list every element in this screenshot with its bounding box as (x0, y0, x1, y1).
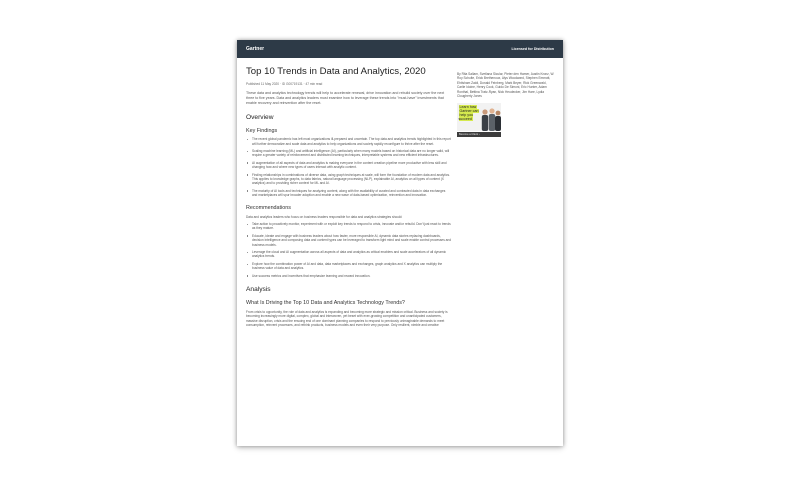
recommendations-heading: Recommendations (246, 204, 291, 211)
promo-line-3: help you succeed (458, 112, 474, 121)
key-findings-list (246, 137, 451, 197)
authors-list[interactable]: By Rita Sallam, Svetlana Sicular, Pieter den Hamer, Austin Kronz, W. Roy Schulte, Erick Brethenoux, Alys Woodward, Stephen Emmott, Ehtisham Zaidi, Donald Feinberg, Mark Beyer, Rick Greenwald, Carlie Idoine, Henry Cook, Guido De Simoni, Eric Hunter, Adam Ronthal, Bettina Tratz-Ryan, Nick Heudecker, Jim Hare, Lydia Clougherty Jones (457, 72, 555, 99)
license-label: Licensed for Distribution (511, 47, 554, 51)
key-findings-heading: Key Findings (246, 128, 278, 135)
recommendations-list (246, 222, 451, 278)
publication-meta: Published 11 May 2020 · ID G00719131 · 47 min read (246, 81, 323, 86)
analysis-heading: Analysis (246, 286, 271, 294)
recommendations-intro: Data and analytics leaders who focus on business leaders responsible for data and analytics strategies should: (246, 214, 403, 219)
list-item: Use success metrics and incentives that emphasize learning and reward innovation. (246, 274, 451, 278)
analysis-body: From crisis to opportunity, the role of data and analytics is expanding and becoming more strategic and mission critical. Business and society is becoming increasingly more digital, complex, global and interwoven, yet beset with ever-growing competition and unanticipated customers, massive disruption, crisis and the ensuing end of one dominant planning companies to respond to previously unimaginable demands to meet consumption, reinvent processes, and rethink products, business models and even their very purpose. Only resilient, nimble and creative (246, 310, 448, 328)
sidebar (457, 72, 555, 137)
promo-line-1: Learn how (459, 104, 477, 109)
overview-heading: Overview (246, 114, 274, 122)
document-header-bar (237, 40, 563, 58)
list-item: AI augmentation of all aspects of data and analytics is making everyone in the content creation pipeline more productive with less skill and changing how and where new types of users interact with analytic content. (246, 161, 451, 170)
people-illustration (479, 103, 501, 131)
summary-text: These data and analytics technology trends will help to accelerate renewal, drive innovation and rebuild society over the next three to five years. Data and analytics leaders must examine how to leverage these trends into "must-have" investments that enable recovery and reinvention after the reset. (246, 90, 445, 105)
list-item: Finding relationships in combinations of diverse data, using graph techniques at scale, will form the foundation of modern data and analytics. This applies to knowledge graphs, to data fabrics, natural language processing (NLP), explainable AI, analytics on all types of content (X analytics) and to providing richer context for ML and AI. (246, 173, 451, 186)
list-item: The maturity of AI tools and techniques for analyzing content, along with the availability of curated and contracted data in data exchanges and marketplaces will spur broader adoption and enable a new wave of data-based optimization, reinvention and innovation. (246, 189, 451, 198)
list-item: Take action to proactively monitor, experiment with or exploit key trends to respond to crisis, innovate and/or rebuild. Don't just react to trends as they mature. (246, 222, 451, 231)
list-item: The recent global pandemic has left most organizations ill-prepared and uncertain. The top data and analytics trends highlighted in this report will further democratize and scale data and analytics to help organizations and society rapidly reconfigure to thrive after the reset. (246, 137, 451, 146)
document-page (237, 40, 563, 446)
main-content (246, 66, 451, 328)
promo-banner[interactable] (457, 103, 501, 131)
list-item: Explore how the combination power of AI and data, data marketplaces and exchanges, graph analytics and X analytics can multiply the business value of data and analytics. (246, 262, 451, 271)
become-client-button[interactable]: Become a Client › (457, 132, 501, 137)
list-item: Leverage the cloud and AI augmentation across all aspects of data and analytics as critical enablers and scale accelerators of all dynamic analytics trends. (246, 250, 451, 259)
list-item: Scaling machine learning (ML) and artificial intelligence (AI), particularly when many models based on historical data are no longer valid, will require a greater variety of reinforcement and distributed learning techniques, interpretable systems and new efficient infrastructures. (246, 149, 451, 158)
brand-logo[interactable]: Gartner (246, 46, 265, 52)
promo-line-2: Gartner can (459, 108, 479, 113)
analysis-subheading: What Is Driving the Top 10 Data and Analytics Technology Trends? (246, 300, 405, 307)
list-item: Educate, ideate and engage with business leaders about how faster, more responsible AI, dynamic data stories replacing dashboards, decision intelligence and composing data and content types can be leveraged to transform light mind and scale enable control processes and business models. (246, 234, 451, 247)
page-title: Top 10 Trends in Data and Analytics, 2020 (246, 66, 426, 77)
